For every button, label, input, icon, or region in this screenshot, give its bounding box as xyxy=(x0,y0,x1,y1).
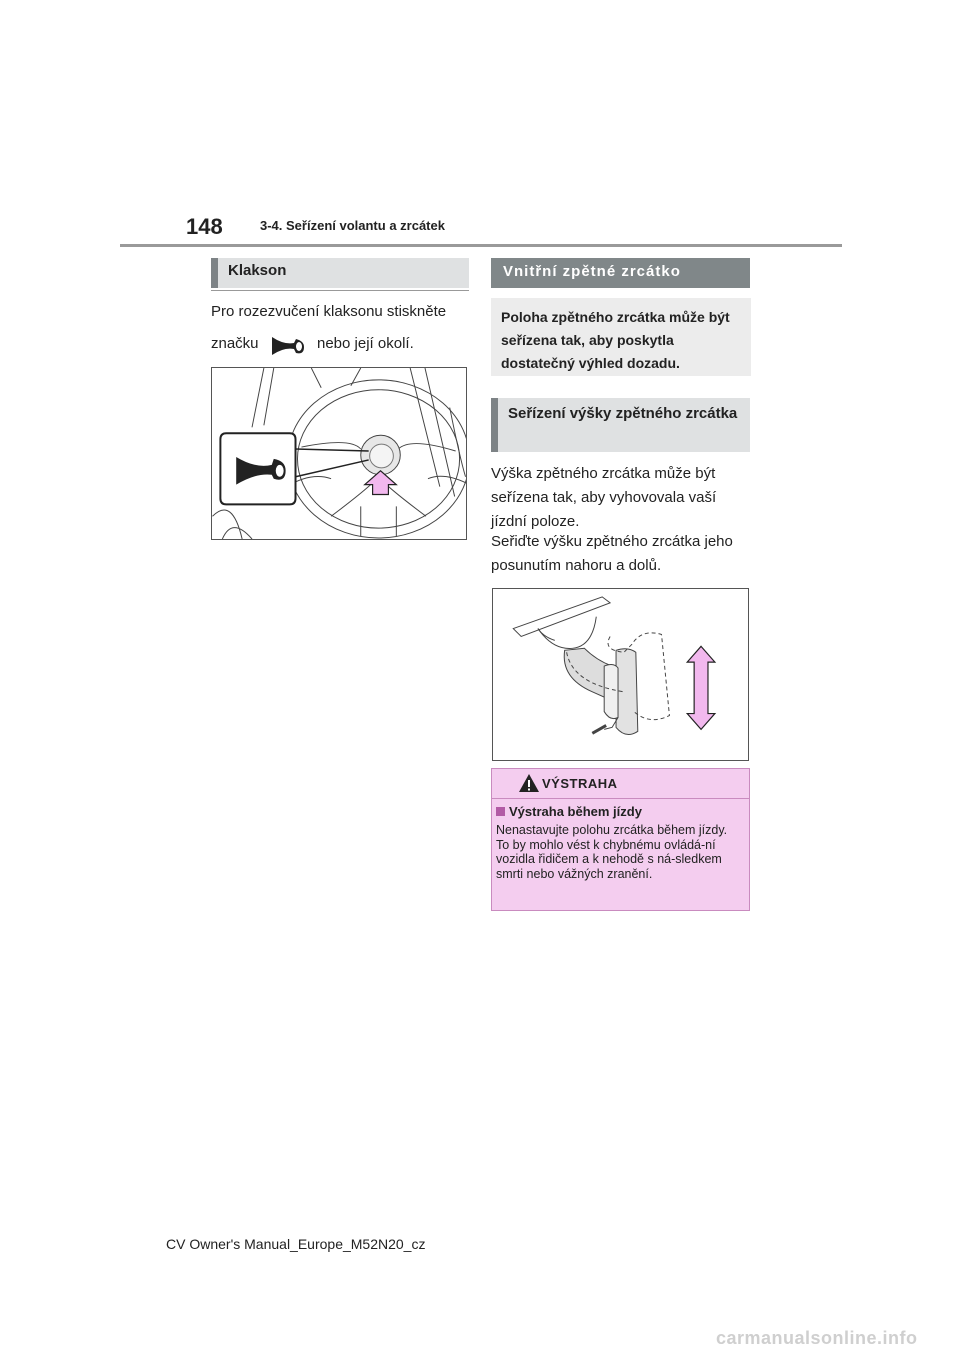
warning-title: VÝSTRAHA xyxy=(542,776,618,791)
mirror-height-heading: Seřízení výšky zpětného zrcátka xyxy=(491,398,750,452)
mirror-paragraph-2: Seřiďte výšku zpětného zrcátka jeho posunutím nahoru a dolů. xyxy=(491,533,733,574)
section-title: 3-4. Seřízení volantu a zrcátek xyxy=(260,218,445,233)
mirror-adjust-figure xyxy=(492,588,749,761)
mirror-paragraph-1: Výška zpětného zrcátka může být seřízena tak, aby vyhovovala vaší jízdní poloze. xyxy=(491,465,717,530)
footer-text: CV Owner's Manual_Europe_M52N20_cz xyxy=(166,1236,426,1252)
mirror-heading: Vnitřní zpětné zrcátko xyxy=(491,258,750,288)
klakson-text-line1: Pro rozezvučení klaksonu stiskněte xyxy=(211,303,447,320)
klakson-text-line2-a: značku xyxy=(211,335,259,352)
page-number: 148 xyxy=(186,214,223,239)
square-bullet-icon xyxy=(496,807,505,816)
warning-triangle-icon xyxy=(518,773,540,793)
watermark: carmanualsonline.info xyxy=(716,1328,918,1348)
klakson-text-line2-b: nebo její okolí. xyxy=(317,335,414,352)
header-rule xyxy=(120,244,842,247)
warning-text-line1: Nenastavujte polohu zrcátka během jízdy. xyxy=(496,823,728,837)
horn-icon xyxy=(270,333,306,357)
warning-text xyxy=(496,823,744,881)
warning-text-line2: To by mohlo vést k chybnému ovládá-ní vozidla řidičem a k nehodě s ná-sledkem smrti nebo vážných zranění. xyxy=(496,837,722,881)
mirror-intro: Poloha zpětného zrcátka může být seřízena tak, aby poskytla dostatečný výhled dozadu. xyxy=(491,298,751,376)
warning-rule xyxy=(492,798,749,799)
warning-subheading-text: Výstraha během jízdy xyxy=(509,804,642,819)
warning-subheading xyxy=(496,804,642,819)
klakson-heading: Klakson xyxy=(211,258,469,288)
steering-wheel-figure xyxy=(211,367,467,540)
klakson-heading-rule xyxy=(211,290,469,291)
